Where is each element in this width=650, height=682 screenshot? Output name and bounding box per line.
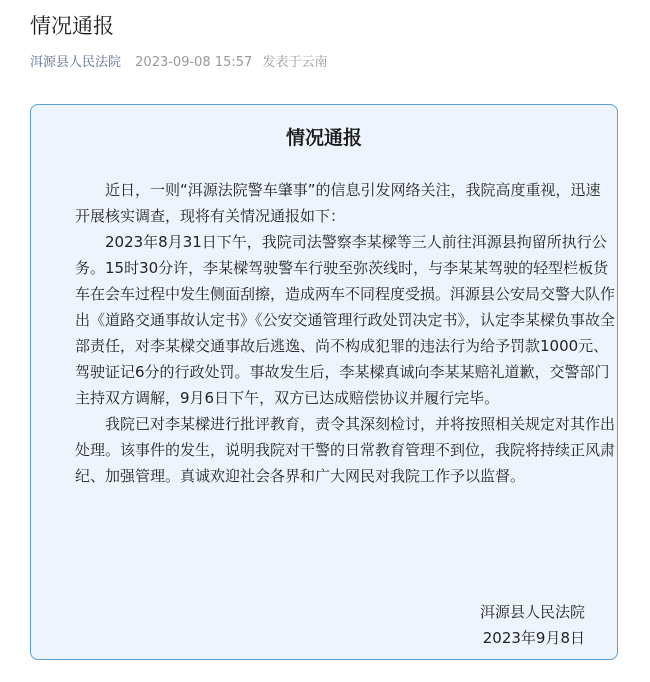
signature-date: 2023年9月8日 (482, 629, 585, 647)
notice-paragraph-intro: 近日，一则“洱源法院警车肇事”的信息引发网络关注，我院高度重视，迅速开展核实调查，现将有关情况通报如下： (75, 181, 601, 225)
notice-body (75, 177, 615, 489)
notice-paragraph-incident: 2023年8月31日下午，我院司法警察李某樑等三人前往洱源县拘留所执行公务。15时30分许，李某樑驾驶警车行驶至弥茨线时，与李某某驾驶的轻型栏板货车在会车过程中发生侧面刮擦，造成两车不同程度受损。洱源县公安局交警大队作出《道路交通事故认定书》《公安交通管理行政处罚决定书》，认定李某樑负事故全部责任，对李某樑交通事故后逃逸、尚不构成犯罪的违法行为给予罚款1000元、驾驶证记6分的行政处罚。事故发生后，李某樑真诚向李某某赔礼道歉，交警部门主持双方调解，9月6日下午，双方已达成赔偿协议并履行完毕。 (75, 233, 616, 407)
publish-location: 发表于云南 (262, 55, 328, 70)
signature-court: 洱源县人民法院 (479, 603, 585, 621)
notice-card (30, 104, 618, 660)
page-title: 情况通报 (30, 14, 114, 38)
author-link[interactable]: 洱源县人民法院 (30, 55, 122, 70)
article-meta (30, 51, 327, 70)
publish-time: 2023-09-08 15:57 (135, 55, 253, 70)
notice-signature-block (480, 599, 585, 651)
notice-title: 情况通报 (285, 127, 362, 149)
notice-paragraph-response: 我院已对李某樑进行批评教育，责令其深刻检讨，并将按照相关规定对其作出处理。该事件的发生，说明我院对干警的日常教育管理不到位，我院将持续正风肃纪、加强管理。真诚欢迎社会各界和广大网民对我院工作予以监督。 (75, 415, 616, 485)
